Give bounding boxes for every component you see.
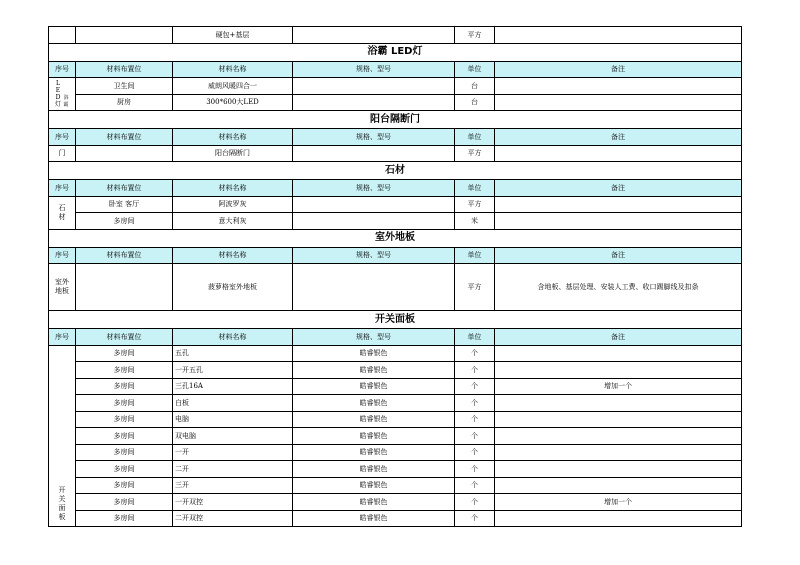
cell-unit: 个	[455, 494, 495, 511]
header-name: 材料名称	[173, 247, 293, 264]
cell-unit: 米	[455, 213, 495, 230]
cell-name: 300*600大LED	[173, 94, 293, 111]
cell-note	[495, 411, 742, 428]
cell-note	[495, 345, 742, 362]
table-row	[49, 477, 742, 494]
cell-note	[495, 461, 742, 478]
cell-spec: 皓睿银色	[293, 510, 455, 527]
cell-location: 多房间	[76, 213, 173, 230]
table-row	[49, 362, 742, 379]
header-unit: 单位	[455, 61, 495, 78]
spreadsheet	[48, 26, 741, 527]
cell-note	[495, 395, 742, 412]
header-row	[49, 329, 742, 346]
cell-name: 菠萝格室外地板	[173, 264, 293, 311]
cell-name: 硬包+基层	[173, 27, 293, 44]
cell-unit: 个	[455, 362, 495, 379]
table-row	[49, 378, 742, 395]
cell-location: 多房间	[76, 362, 173, 379]
cell-name: 阳台隔断门	[173, 145, 293, 162]
header-note: 备注	[495, 247, 742, 264]
cell-name: 一开双控	[173, 494, 293, 511]
cell-note: 含地板、基层处理、安装人工费、收口踢脚线及扣条	[495, 264, 742, 311]
cell-name: 一开	[173, 444, 293, 461]
cell-location: 多房间	[76, 395, 173, 412]
header-location: 材料布置位	[76, 329, 173, 346]
cell-note	[495, 362, 742, 379]
header-row	[49, 180, 742, 197]
header-seq: 序号	[49, 129, 76, 146]
header-spec: 规格、型号	[293, 180, 455, 197]
header-spec: 规格、型号	[293, 61, 455, 78]
cell-unit: 台	[455, 78, 495, 95]
cell-unit: 个	[455, 411, 495, 428]
header-name: 材料名称	[173, 180, 293, 197]
cell-location: 卧室 客厅	[76, 196, 173, 213]
cell-spec: 皓睿银色	[293, 444, 455, 461]
group-label: 石材	[49, 196, 76, 229]
cell-note	[495, 477, 742, 494]
header-row	[49, 61, 742, 78]
header-note: 备注	[495, 129, 742, 146]
cell-location: 厨房	[76, 94, 173, 111]
header-note: 备注	[495, 329, 742, 346]
cell-location: 多房间	[76, 345, 173, 362]
cell-name: 威朗风暖四合一	[173, 78, 293, 95]
header-seq: 序号	[49, 329, 76, 346]
header-seq: 序号	[49, 247, 76, 264]
cell-note	[495, 444, 742, 461]
table-row	[49, 461, 742, 478]
cell-unit: 个	[455, 444, 495, 461]
group-label: 开关面板	[49, 345, 76, 527]
header-spec: 规格、型号	[293, 329, 455, 346]
cell-location: 多房间	[76, 510, 173, 527]
cell-note	[495, 510, 742, 527]
materials-table	[48, 26, 742, 527]
table-row	[49, 213, 742, 230]
cell-spec: 皓睿银色	[293, 428, 455, 445]
header-location: 材料布置位	[76, 61, 173, 78]
cell-unit: 平方	[455, 145, 495, 162]
cell-name: 一开五孔	[173, 362, 293, 379]
section-title: 室外地板	[49, 229, 742, 247]
cell-unit: 平方	[455, 264, 495, 311]
header-unit: 单位	[455, 129, 495, 146]
table-row	[49, 78, 742, 95]
cell-spec: 皓睿银色	[293, 378, 455, 395]
cell-location: 多房间	[76, 428, 173, 445]
header-seq: 序号	[49, 180, 76, 197]
cell-location: 多房间	[76, 494, 173, 511]
section-title-row	[49, 43, 742, 61]
cell-note	[495, 428, 742, 445]
header-location: 材料布置位	[76, 247, 173, 264]
cell-note: 增加一个	[495, 494, 742, 511]
cell-spec: 皓睿银色	[293, 362, 455, 379]
cell-name: 三开	[173, 477, 293, 494]
cell-location: 卫生间	[76, 78, 173, 95]
header-unit: 单位	[455, 247, 495, 264]
header-note: 备注	[495, 61, 742, 78]
header-name: 材料名称	[173, 61, 293, 78]
cell-location: 多房间	[76, 461, 173, 478]
group-label: 室外地板	[49, 264, 76, 311]
cell-unit: 平方	[455, 196, 495, 213]
table-row	[49, 428, 742, 445]
group-label: 门	[49, 145, 76, 162]
cell-name: 意大利灰	[173, 213, 293, 230]
table-row	[49, 345, 742, 362]
section-title: 阳台隔断门	[49, 111, 742, 129]
header-unit: 单位	[455, 180, 495, 197]
cell-name: 阿波罗灰	[173, 196, 293, 213]
table-row	[49, 444, 742, 461]
cell-name: 双电脑	[173, 428, 293, 445]
header-seq: 序号	[49, 61, 76, 78]
cell-name: 三孔16A	[173, 378, 293, 395]
cell-unit: 个	[455, 477, 495, 494]
header-spec: 规格、型号	[293, 247, 455, 264]
header-row	[49, 129, 742, 146]
cell-location: 多房间	[76, 378, 173, 395]
header-spec: 规格、型号	[293, 129, 455, 146]
cell-note: 增加一个	[495, 378, 742, 395]
cell-unit: 个	[455, 378, 495, 395]
cell-spec: 皓睿银色	[293, 494, 455, 511]
section-title: 浴霸 LED灯	[49, 43, 742, 61]
cell-name: 白板	[173, 395, 293, 412]
table-row	[49, 264, 742, 311]
header-name: 材料名称	[173, 329, 293, 346]
cell-spec: 皓睿银色	[293, 345, 455, 362]
table-row	[49, 395, 742, 412]
header-name: 材料名称	[173, 129, 293, 146]
table-row	[49, 510, 742, 527]
table-row	[49, 27, 742, 44]
table-row	[49, 145, 742, 162]
header-location: 材料布置位	[76, 180, 173, 197]
group-label: LED灯浴霸	[49, 78, 76, 111]
table-row	[49, 411, 742, 428]
header-note: 备注	[495, 180, 742, 197]
table-row	[49, 494, 742, 511]
section-title-row	[49, 229, 742, 247]
header-row	[49, 247, 742, 264]
cell-name: 二开双控	[173, 510, 293, 527]
cell-location: 多房间	[76, 444, 173, 461]
section-title: 开关面板	[49, 311, 742, 329]
table-row	[49, 196, 742, 213]
cell-unit: 个	[455, 510, 495, 527]
cell-spec: 皓睿银色	[293, 477, 455, 494]
cell-unit: 个	[455, 345, 495, 362]
section-title: 石材	[49, 162, 742, 180]
header-unit: 单位	[455, 329, 495, 346]
section-title-row	[49, 311, 742, 329]
cell-location: 多房间	[76, 411, 173, 428]
header-location: 材料布置位	[76, 129, 173, 146]
cell-spec: 皓睿银色	[293, 411, 455, 428]
cell-unit: 个	[455, 461, 495, 478]
cell-spec: 皓睿银色	[293, 461, 455, 478]
cell-unit: 个	[455, 395, 495, 412]
cell-location: 多房间	[76, 477, 173, 494]
cell-name: 五孔	[173, 345, 293, 362]
cell-name: 二开	[173, 461, 293, 478]
cell-unit: 平方	[455, 27, 495, 44]
section-title-row	[49, 162, 742, 180]
cell-spec: 皓睿银色	[293, 395, 455, 412]
cell-unit: 个	[455, 428, 495, 445]
cell-name: 电脑	[173, 411, 293, 428]
section-title-row	[49, 111, 742, 129]
cell-unit: 台	[455, 94, 495, 111]
table-row	[49, 94, 742, 111]
